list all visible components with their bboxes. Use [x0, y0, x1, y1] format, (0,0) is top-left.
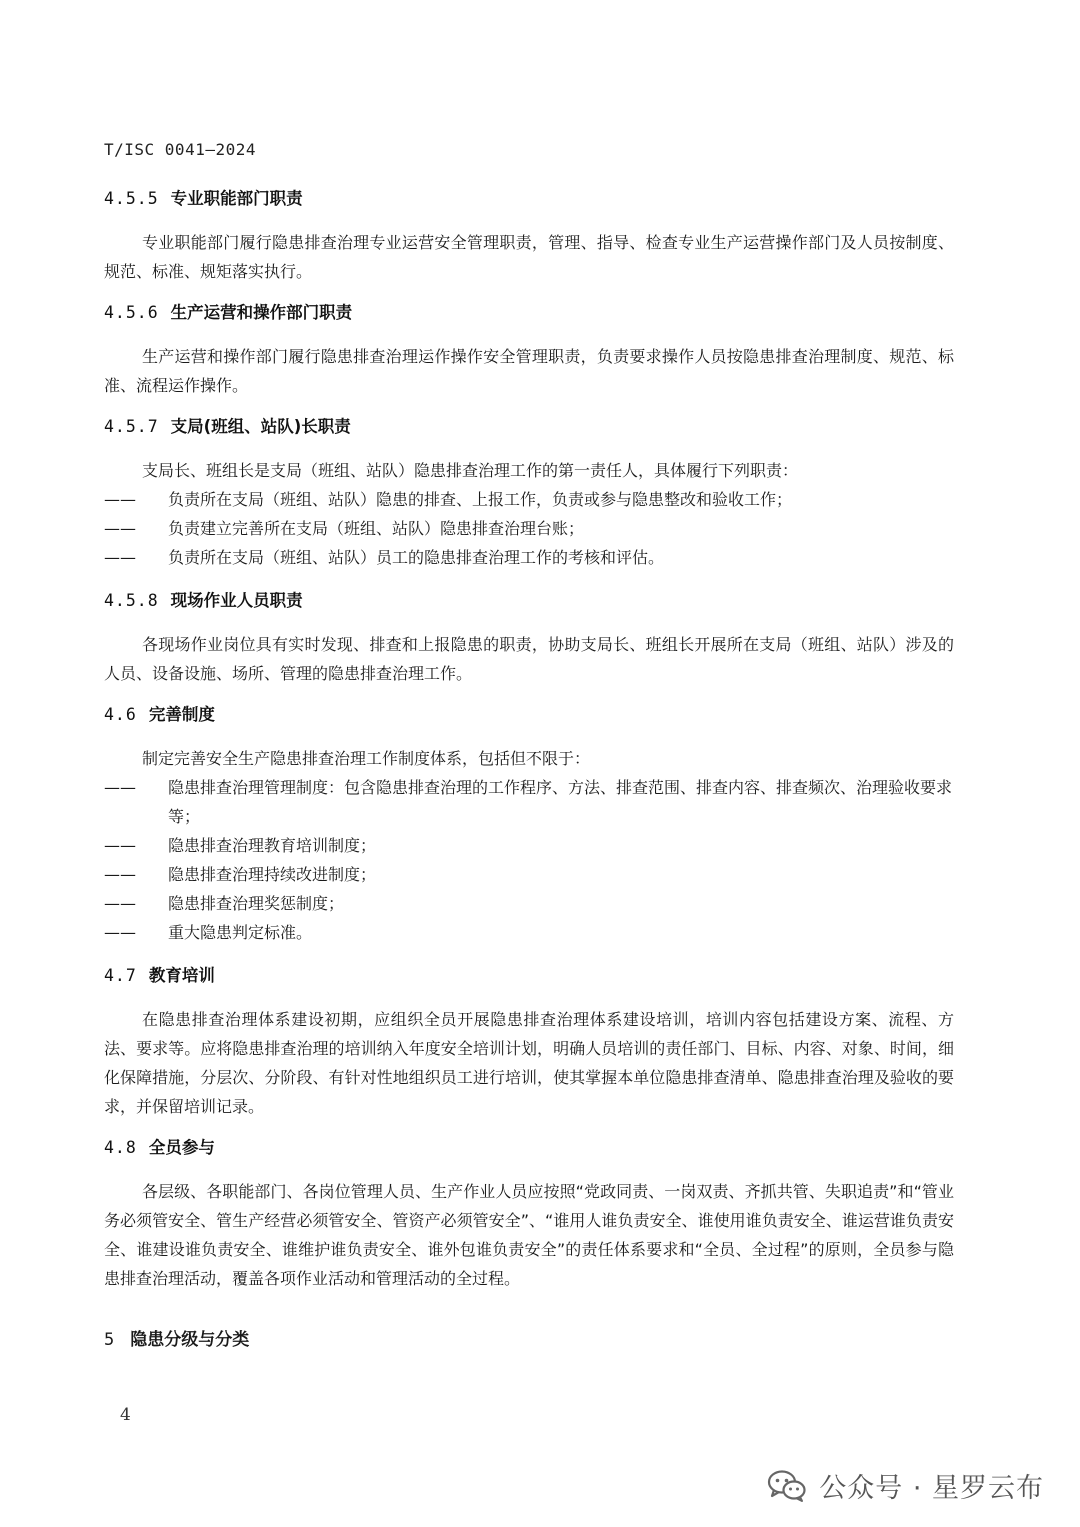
dash-marker: ——	[104, 490, 136, 509]
dash-marker: ——	[104, 548, 136, 567]
list-item	[104, 514, 954, 543]
list-item-text: 隐患排查治理教育培训制度；	[168, 836, 377, 855]
dash-marker: ——	[104, 519, 136, 538]
list-item-text: 隐患排查治理管理制度：包含隐患排查治理的工作程序、方法、排查范围、排查内容、排查频次、治理验收要求等；	[168, 778, 953, 826]
list-item	[104, 860, 954, 889]
list-item	[104, 831, 954, 860]
section-number: 4.5.8	[104, 591, 159, 610]
dash-marker: ——	[104, 778, 136, 797]
paragraph-4-8: 各层级、各职能部门、各岗位管理人员、生产作业人员应按照“党政同责、一岗双责、齐抓共管、失职追责”和“管业务必须管安全、管生产经营必须管安全、管资产必须管安全”、“谁用人谁负责安全、谁使用谁负责安全、谁运营谁负责安全、谁建设谁负责安全、谁维护谁负责安全、谁外包谁负责安全”的责任体系要求和“全员、全过程”的原则，全员参与隐患排查治理活动，覆盖各项作业活动和管理活动的全过程。	[104, 1182, 954, 1288]
heading-4-5-6	[104, 300, 954, 326]
doc-code: T/ISC 0041—2024	[104, 140, 256, 159]
list-item-text: 负责建立完善所在支局（班组、站队）隐患排查治理台账；	[168, 519, 585, 538]
list-item-text: 负责所在支局（班组、站队）隐患的排查、上报工作，负责或参与隐患整改和验收工作；	[168, 490, 793, 509]
section-number: 4.5.5	[104, 189, 159, 208]
section-title: 生产运营和操作部门职责	[170, 303, 353, 322]
section-number: 4.5.7	[104, 417, 159, 436]
section-title: 隐患分级与分类	[130, 1330, 250, 1350]
list-item-text: 负责所在支局（班组、站队）员工的隐患排查治理工作的考核和评估。	[168, 548, 665, 567]
section-title: 专业职能部门职责	[170, 189, 303, 208]
list-item-text: 隐患排查治理持续改进制度；	[168, 865, 377, 884]
section-title: 教育培训	[148, 966, 215, 985]
heading-4-5-7	[104, 414, 954, 440]
watermark-text: 公众号 · 星罗云布	[819, 1473, 1044, 1504]
paragraph-4-5-5: 专业职能部门履行隐患排查治理专业运营安全管理职责，管理、指导、检查专业生产运营操作部门及人员按制度、规范、标准、规矩落实执行。	[104, 233, 954, 281]
heading-4-6	[104, 702, 954, 728]
section-number: 4.5.6	[104, 303, 159, 322]
list-intro: 支局长、班组长是支局（班组、站队）隐患排查治理工作的第一责任人，具体履行下列职责：	[142, 461, 799, 480]
paragraph-4-5-8: 各现场作业岗位具有实时发现、排查和上报隐患的职责，协助支局长、班组长开展所在支局（班组、站队）涉及的人员、设备设施、场所、管理的隐患排查治理工作。	[104, 635, 954, 683]
document-body	[104, 180, 954, 1353]
list-item	[104, 889, 954, 918]
list-item-text: 重大隐患判定标准。	[168, 923, 313, 942]
section-number: 4.7	[104, 966, 137, 985]
section-number: 5	[104, 1330, 115, 1350]
page-number: 4	[120, 1405, 131, 1425]
list-intro: 制定完善安全生产隐患排查治理工作制度体系，包括但不限于：	[142, 749, 591, 768]
section-number: 4.8	[104, 1138, 137, 1157]
heading-4-7	[104, 963, 954, 989]
paragraph-4-7: 在隐患排查治理体系建设初期，应组织全员开展隐患排查治理体系建设培训，培训内容包括建设方案、流程、方法、要求等。应将隐患排查治理的培训纳入年度安全培训计划，明确人员培训的责任部门、目标、内容、对象、时间，细化保障措施，分层次、分阶段、有针对性地组织员工进行培训，使其掌握本单位隐患排查清单、隐患排查治理及验收的要求，并保留培训记录。	[104, 1010, 954, 1116]
dash-marker: ——	[104, 923, 136, 942]
wechat-icon	[767, 1469, 807, 1503]
heading-4-5-8	[104, 588, 954, 614]
heading-5	[104, 1327, 954, 1353]
list-item	[104, 543, 954, 572]
heading-4-8	[104, 1135, 954, 1161]
list-item	[104, 485, 954, 514]
paragraph-4-5-6: 生产运营和操作部门履行隐患排查治理运作操作安全管理职责，负责要求操作人员按隐患排查治理制度、规范、标准、流程运作操作。	[104, 347, 954, 395]
section-title: 完善制度	[148, 705, 215, 724]
section-number: 4.6	[104, 705, 137, 724]
list-4-5-7	[104, 456, 954, 572]
section-title: 全员参与	[148, 1138, 215, 1157]
dash-marker: ——	[104, 865, 136, 884]
heading-4-5-5	[104, 186, 954, 212]
list-4-6	[104, 744, 954, 947]
section-title: 支局(班组、站队)长职责	[170, 417, 351, 436]
dash-marker: ——	[104, 836, 136, 855]
list-item-text: 隐患排查治理奖惩制度；	[168, 894, 345, 913]
list-item	[104, 773, 954, 831]
list-item	[104, 918, 954, 947]
watermark	[767, 1466, 1044, 1505]
dash-marker: ——	[104, 894, 136, 913]
section-title: 现场作业人员职责	[170, 591, 303, 610]
